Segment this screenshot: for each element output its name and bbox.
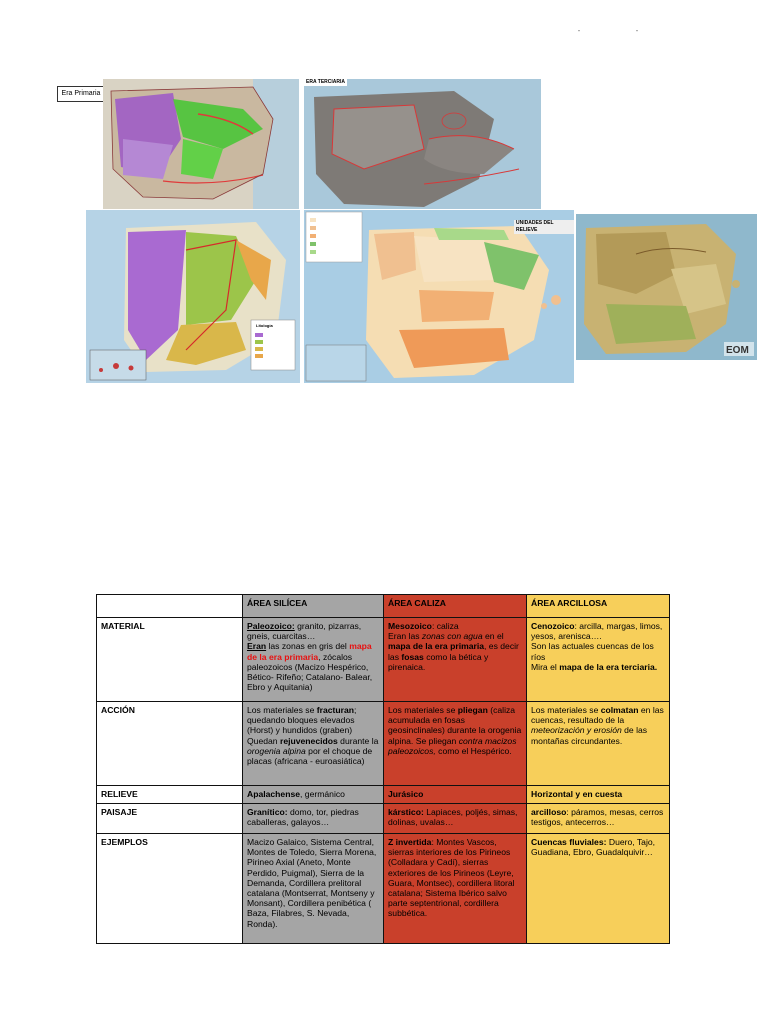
- cell-accion-silicea: Los materiales se fracturan; quedando bloques elevados (Horst) y hundidos (graben) Quedan rejuvenecidos durante la orogenia alpina por el choque de placas (africana - euroasiática): [243, 702, 384, 786]
- map-caption-litologia: Litología: [256, 323, 273, 328]
- header-area-silicea: ÁREA SILÍCEA: [243, 595, 384, 618]
- map-era-terciaria: [304, 79, 541, 209]
- row-label-relieve: RELIEVE: [97, 786, 243, 804]
- header-mark-left: ": [578, 30, 580, 36]
- header-area-caliza: ÁREA CALIZA: [384, 595, 527, 618]
- table-row-paisaje: [97, 804, 670, 834]
- svg-text:EOM: EOM: [726, 345, 749, 356]
- header-area-arcillosa: ÁREA ARCILLOSA: [527, 595, 670, 618]
- cell-paisaje-silicea: Granítico: domo, tor, piedras caballeras, galayos…: [243, 804, 384, 834]
- cell-accion-arcillosa: Los materiales se colmatan en las cuencas, resultado de la meteorización y erosión de las montañas circundantes.: [527, 702, 670, 786]
- cell-ejemplos-arcillosa: Cuencas fluviales: Duero, Tajo, Guadiana, Ebro, Guadalquivir…: [527, 834, 670, 944]
- table-header-row: [97, 595, 670, 618]
- map-unidades-relieve: [304, 210, 574, 383]
- map-caption-unidades-relieve: UNIDADES DEL RELIEVE: [514, 220, 574, 234]
- cell-material-arcillosa: Cenozoico: arcilla, margas, limos, yesos, arenisca…. Son las actuales cuencas de los ríos Mira el mapa de la era terciaria.: [527, 618, 670, 702]
- row-label-ejemplos: EJEMPLOS: [97, 834, 243, 944]
- map-era-primaria: [103, 79, 299, 209]
- cell-accion-caliza: Los materiales se pliegan (caliza acumulada en fosas geosinclinales) durante la orogenia alpina. Se pliegan contra macizos paleozoicos, como el Hespérico.: [384, 702, 527, 786]
- cell-relieve-silicea: Apalachense, germánico: [243, 786, 384, 804]
- map-caption-era-terciaria: ERA TERCIARIA: [306, 79, 345, 85]
- cell-ejemplos-caliza: Z invertida: Montes Vascos, sierras interiores de los Pirineos (Colladara y Cadí), sierras exteriores de los Pirineos (Leyre, Guara, Montsec), cordillera litoral catalana; Sistema Ibérico salvo parte septentrional, cordillera subbética.: [384, 834, 527, 944]
- table-row-ejemplos: [97, 834, 670, 944]
- cell-paisaje-arcillosa: arcilloso: páramos, mesas, cerros testigos, antecerros…: [527, 804, 670, 834]
- cell-relieve-arcillosa: Horizontal y en cuesta: [527, 786, 670, 804]
- row-label-accion: ACCIÓN: [97, 702, 243, 786]
- cell-relieve-caliza: Jurásico: [384, 786, 527, 804]
- row-label-paisaje: PAISAJE: [97, 804, 243, 834]
- header-mark-right: ": [636, 30, 638, 36]
- areas-table: [96, 594, 670, 944]
- cell-material-silicea: Paleozoico: granito, pizarras, gneis, cuarcitas… Eran las zonas en gris del mapa de la era primaria, zócalos paleozoicos (Macizo Hespérico, Bético- Rifeño; Catalano- Balear, Ebro y Aquitania): [243, 618, 384, 702]
- map-relieve-fisico: [576, 214, 757, 360]
- cell-material-caliza: Mesozoico: caliza Eran las zonas con agua en el mapa de la era primaria, es decir las fosas como la bética y pirenaica.: [384, 618, 527, 702]
- era-primaria-label: Era Primaria: [57, 86, 105, 102]
- header-empty: [97, 595, 243, 618]
- map-litologia: [86, 210, 300, 383]
- table-row-relieve: [97, 786, 670, 804]
- table-row-material: [97, 618, 670, 702]
- cell-ejemplos-silicea: Macizo Galaico, Sistema Central, Montes de Toledo, Sierra Morena, Pirineo Axial (Aneto, Monte Perdido, Puigmal), Sierra de la Demanda, Cordillera prelitoral catalana (Montserrat, Montseny y Monsant), Cordillera penibética ( Baza, Filabres, S. Nevada, Ronda).: [243, 834, 384, 944]
- row-label-material: MATERIAL: [97, 618, 243, 702]
- cell-paisaje-caliza: kárstico: Lapiaces, poljés, simas, dolinas, uvalas…: [384, 804, 527, 834]
- table-row-accion: [97, 702, 670, 786]
